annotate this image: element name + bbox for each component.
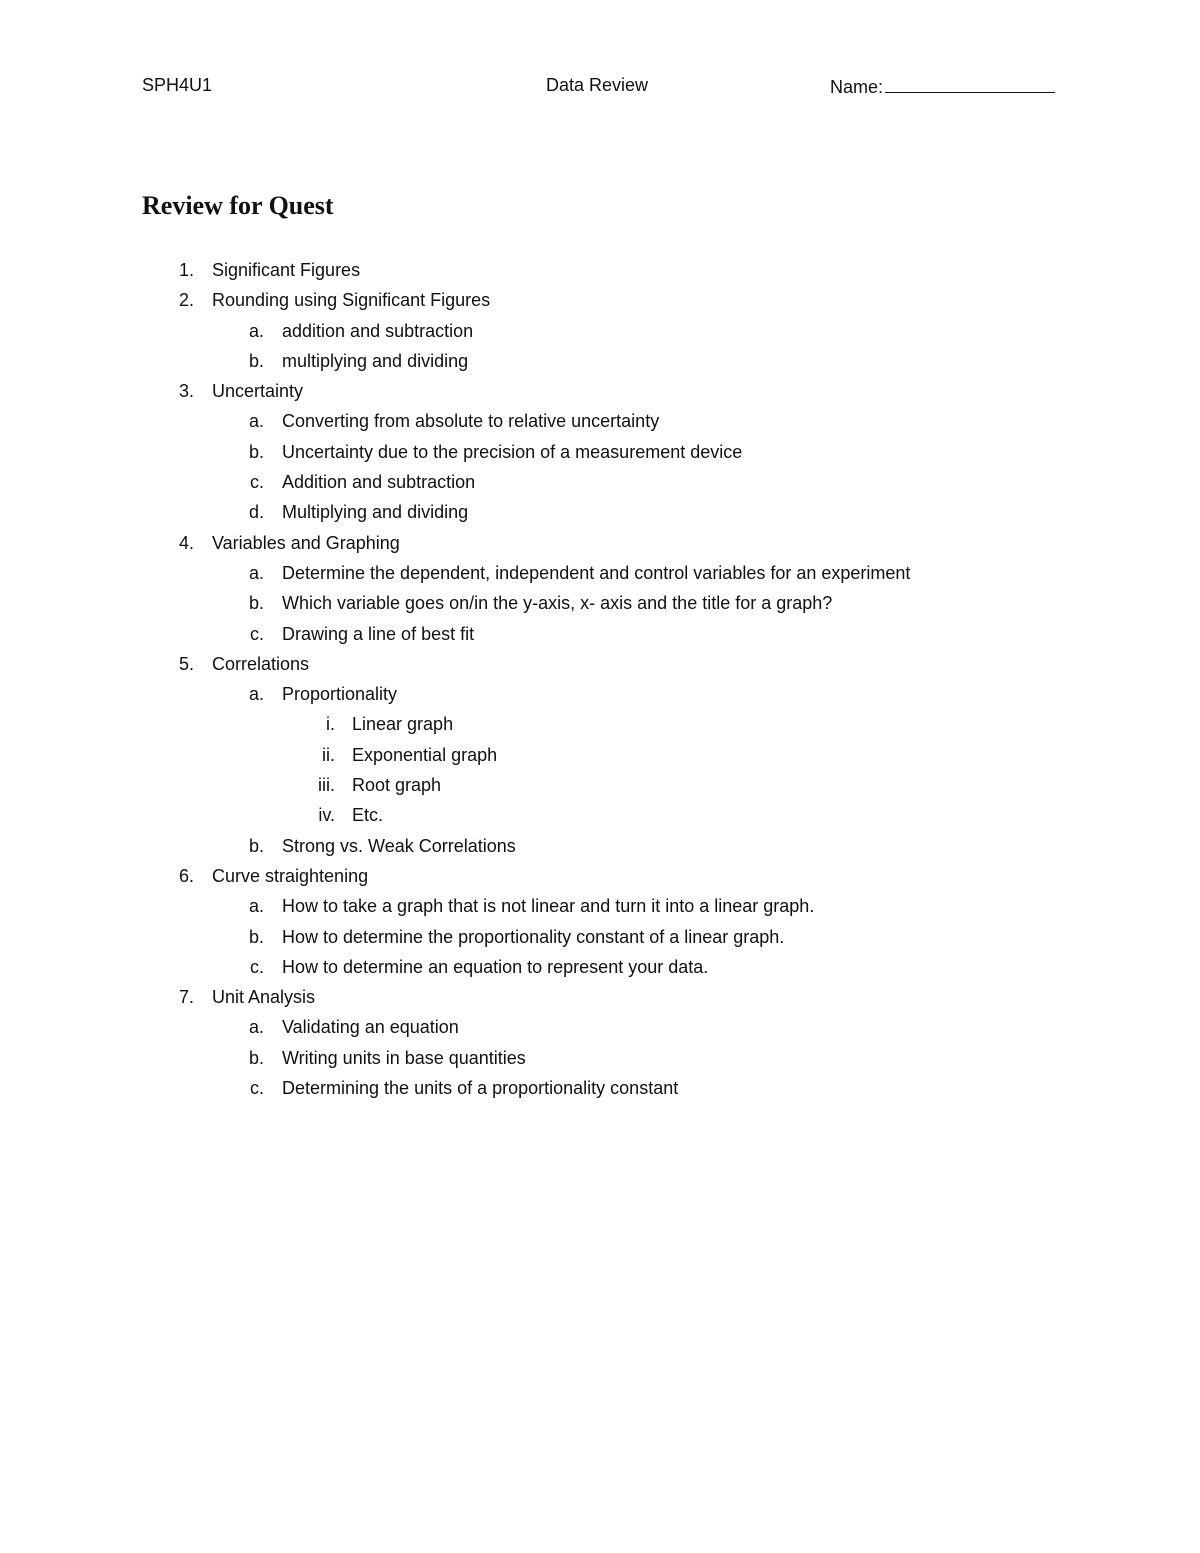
list-marker: 7.: [178, 987, 194, 1008]
list-item-text: Etc.: [352, 805, 384, 826]
list-item-text: Curve straightening: [212, 865, 369, 886]
list-item-text: Significant Figures: [212, 260, 361, 280]
list-item-text: Correlations: [212, 653, 310, 674]
list-marker: c.: [249, 956, 264, 977]
list-marker: b.: [248, 835, 264, 856]
outline-item-level-2: [0, 1013, 1200, 1043]
outline-item-level-1: [0, 983, 1200, 1013]
list-item-text: Addition and subtraction: [282, 472, 476, 493]
outline-item-level-2: [0, 680, 1200, 710]
list-item-text: Converting from absolute to relative uncertainty: [282, 411, 660, 432]
outline-item-level-1: [0, 529, 1200, 559]
outline-item-level-2: [0, 498, 1200, 528]
list-marker: b.: [248, 441, 264, 462]
outline-item-level-1: [0, 650, 1200, 680]
outline-item-level-2: [0, 317, 1200, 347]
outline-item-level-2: [0, 923, 1200, 953]
list-marker: b.: [248, 1047, 264, 1068]
list-item-text: Proportionality: [282, 684, 398, 705]
list-item-text: Which variable goes on/in the y-axis, x- axis and the title for a graph?: [282, 593, 833, 614]
list-marker: 4.: [178, 532, 194, 553]
outline-item-level-2: [0, 1044, 1200, 1074]
name-field: [830, 74, 1055, 98]
list-item-text: Unit Analysis: [212, 987, 316, 1008]
outline-item-level-2: [0, 347, 1200, 377]
list-item-text: Variables and Graphing: [212, 532, 400, 553]
outline-item-level-1: [0, 286, 1200, 316]
list-marker: c.: [249, 1078, 264, 1099]
list-marker: a.: [248, 320, 264, 341]
list-item-text: Linear graph: [352, 714, 454, 735]
page-title: Review for Quest: [142, 191, 334, 220]
list-marker: iv.: [318, 805, 335, 826]
review-outline: [0, 256, 1200, 1104]
list-item-text: How to determine an equation to represent your data.: [282, 956, 709, 977]
outline-item-level-2: [0, 559, 1200, 589]
list-marker: 1.: [178, 260, 194, 280]
list-item-text: How to take a graph that is not linear and turn it into a linear graph.: [282, 896, 815, 917]
list-item-text: Exponential graph: [352, 744, 498, 765]
list-item-text: Determine the dependent, independent and control variables for an experiment: [282, 562, 911, 583]
outline-item-level-3: [0, 741, 1200, 771]
outline-item-level-2: [0, 589, 1200, 619]
list-marker: ii.: [322, 744, 335, 765]
list-item-text: Rounding using Significant Figures: [212, 290, 491, 311]
list-marker: a.: [248, 411, 264, 432]
list-marker: iii.: [318, 775, 335, 796]
list-marker: b.: [248, 350, 264, 371]
list-item-text: Drawing a line of best fit: [282, 623, 475, 644]
list-marker: b.: [248, 593, 264, 614]
outline-item-level-1: [0, 862, 1200, 892]
outline-item-level-2: [0, 1074, 1200, 1104]
list-marker: a.: [248, 896, 264, 917]
name-label: Name:: [830, 77, 884, 97]
list-marker: d.: [248, 502, 264, 523]
outline-item-level-2: [0, 407, 1200, 437]
list-marker: 3.: [178, 381, 194, 402]
list-marker: a.: [248, 1017, 264, 1038]
outline-item-level-2: [0, 892, 1200, 922]
list-item-text: Uncertainty due to the precision of a measurement device: [282, 441, 743, 462]
list-marker: i.: [326, 714, 335, 735]
list-item-text: Strong vs. Weak Correlations: [282, 835, 516, 856]
outline-item-level-1: [0, 377, 1200, 407]
outline-item-level-3: [0, 801, 1200, 831]
list-marker: 6.: [178, 865, 194, 886]
list-marker: c.: [249, 623, 264, 644]
list-item-text: Validating an equation: [282, 1017, 459, 1038]
outline-item-level-2: [0, 832, 1200, 862]
list-item-text: addition and subtraction: [282, 320, 474, 341]
outline-item-level-2: [0, 620, 1200, 650]
list-marker: a.: [248, 562, 264, 583]
list-item-text: How to determine the proportionality constant of a linear graph.: [282, 926, 785, 947]
outline-item-level-2: [0, 468, 1200, 498]
header-title: Data Review: [546, 75, 649, 95]
outline-item-level-2: [0, 953, 1200, 983]
outline-item-level-2: [0, 438, 1200, 468]
course-code: SPH4U1: [142, 75, 213, 95]
list-marker: c.: [249, 472, 264, 493]
list-marker: 2.: [178, 290, 194, 311]
outline-item-level-3: [0, 710, 1200, 740]
list-item-text: Root graph: [352, 775, 442, 796]
list-item-text: multiplying and dividing: [282, 350, 469, 371]
list-item-text: Determining the units of a proportionality constant: [282, 1078, 679, 1099]
list-marker: b.: [248, 926, 264, 947]
outline-item-level-1: [0, 256, 1200, 286]
list-marker: 5.: [178, 653, 194, 674]
list-marker: a.: [248, 684, 264, 705]
list-item-text: Writing units in base quantities: [282, 1047, 526, 1068]
outline-item-level-3: [0, 771, 1200, 801]
name-blank-line: [885, 74, 1055, 93]
list-item-text: Multiplying and dividing: [282, 502, 469, 523]
list-item-text: Uncertainty: [212, 381, 304, 402]
